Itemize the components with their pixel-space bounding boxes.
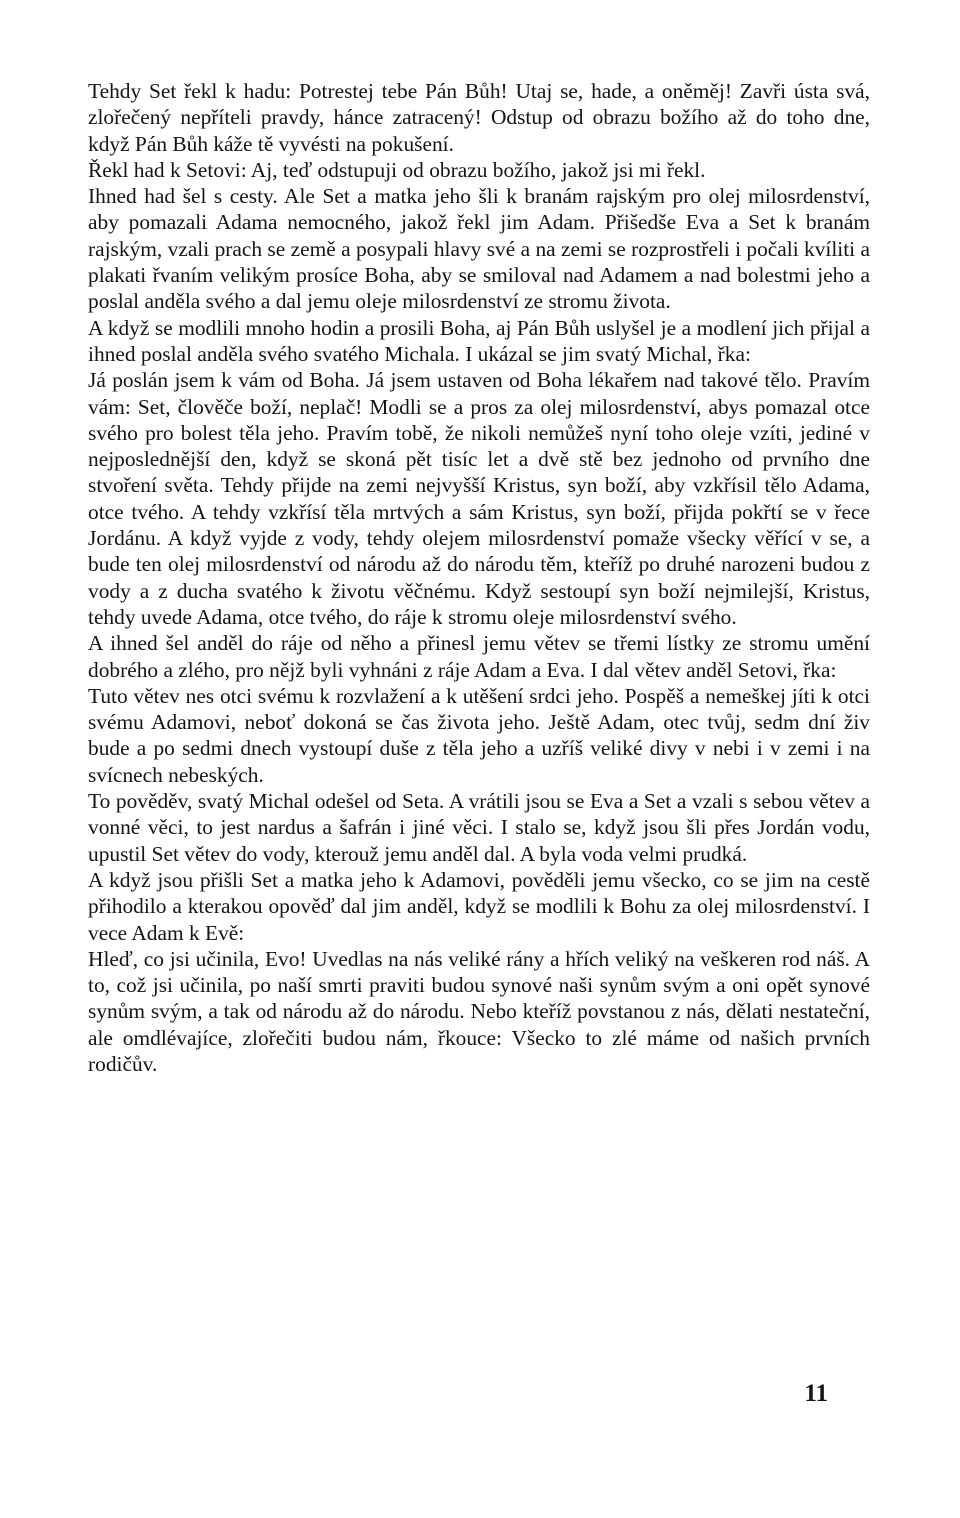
paragraph: Řekl had k Setovi: Aj, teď odstupuji od obrazu božího, jakož jsi mi řekl. [88,157,706,182]
page-text [88,78,870,1077]
paragraph: A ihned šel anděl do ráje od něho a přinesl jemu větev se třemi lístky ze stromu umění dobrého a zlého, pro nějž byli vyhnáni z ráje Adam a Eva. I dal větev anděl Setovi, řka: [88,631,870,682]
paragraph: A když se modlili mnoho hodin a prosili Boha, aj Pán Bůh uslyšel je a modlení jich přijal a ihned poslal anděla svého svatého Michala. I ukázal se jim svatý Michal, řka: [88,315,870,366]
paragraph: To pověděv, svatý Michal odešel od Seta. A vrátili jsou se Eva a Set a vzali s sebou větev a vonné věci, to jest nardus a šafrán i jiné věci. I stalo se, když jsou šli přes Jordán vodu, upustil Set větev do vody, kterouž jemu anděl dal. A byla voda velmi prudká. [88,789,870,866]
page-number: 11 [804,1380,828,1407]
paragraph: Tehdy Set řekl k hadu: Potrestej tebe Pán Bůh! Utaj se, hade, a oněměj! Zavři ústa svá, zlořečený nepříteli pravdy, hánce zatracený! Odstup od obrazu božího až do toho dne, když Pán Bůh káže tě vyvésti na pokušení. [88,79,870,156]
paragraph: A když jsou přišli Set a matka jeho k Adamovi, pověděli jemu všecko, co se jim na cestě přihodilo a kterakou opověď dal jim anděl, když se modlili k Bohu za olej milosrdenství. I vece Adam k Evě: [88,867,870,945]
paragraph: Hleď, co jsi učinila, Evo! Uvedlas na nás veliké rány a hřích veliký na veškeren rod náš. A to, což jsi učinila, po naší smrti praviti budou synové naši synům svým a oni opět synové synům svým, a tak od národu až do národu. Nebo kteříž povstanou z nás, dělati nestateční, ale omdlévajíce, zlořečiti budou nám, řkouce: Všecko to zlé máme od našich prvních rodičův. [88,946,870,1076]
paragraph: Já poslán jsem k vám od Boha. Já jsem ustaven od Boha lékařem nad takové tělo. Pravím vám: Set, člověče boží, neplač! Modli se a pros za olej milosrdenství, abys pomazal otce svého pro bolest těla jeho. Pravím tobě, že nikoli nemůžeš nyní toho oleje vzíti, jediné v nejposlednější den, když se skoná pět tisíc let a dvě stě bez jednoho od prvního dne stvoření světa. Tehdy přijde na zemi nejvyšší Kristus, syn boží, aby vzkřísil tělo Adama, otce tvého. A tehdy vzkřísí těla mrtvých a sám Kristus, syn boží, přijda pokřtí se v řece Jordánu. A když vyjde z vody, tehdy olejem milosrdenství pomaže všecky věřící v se, a bude ten olej milosrdenství od národu až do národu těm, kteříž po druhé narozeni budou z vody a z ducha svatého k životu věčnému. Když sestoupí syn boží nejmilejší, Kristus, tehdy uvede Adama, otce tvého, do ráje k stromu oleje milosrdenství svého. [88,368,870,629]
paragraph: Tuto větev nes otci svému k rozvlažení a k utěšení srdci jeho. Pospěš a nemeškej jíti k otci svému Adamovi, neboť dokoná se čas života jeho. Ještě Adam, otec tvůj, sedm dní živ bude a po sedmi dnech vystoupí duše z těla jeho a uzříš veliké divy v nebi i v zemi i na svícnech nebeských. [88,683,870,787]
paragraph: Ihned had šel s cesty. Ale Set a matka jeho šli k branám rajským pro olej milosrdenství, aby pomazali Adama nemocného, jakož řekl jim Adam. Přišedše Eva a Set k branám rajským, vzali prach se země a posypali hlavy své a na zemi se rozprostřeli i počali kvíliti a plakati řvaním velikým prosíce Boha, aby se smiloval nad Adamem a nad bolestmi jeho a poslal anděla svého a dal jemu oleje milosrdenství ze stromu života. [88,184,870,314]
